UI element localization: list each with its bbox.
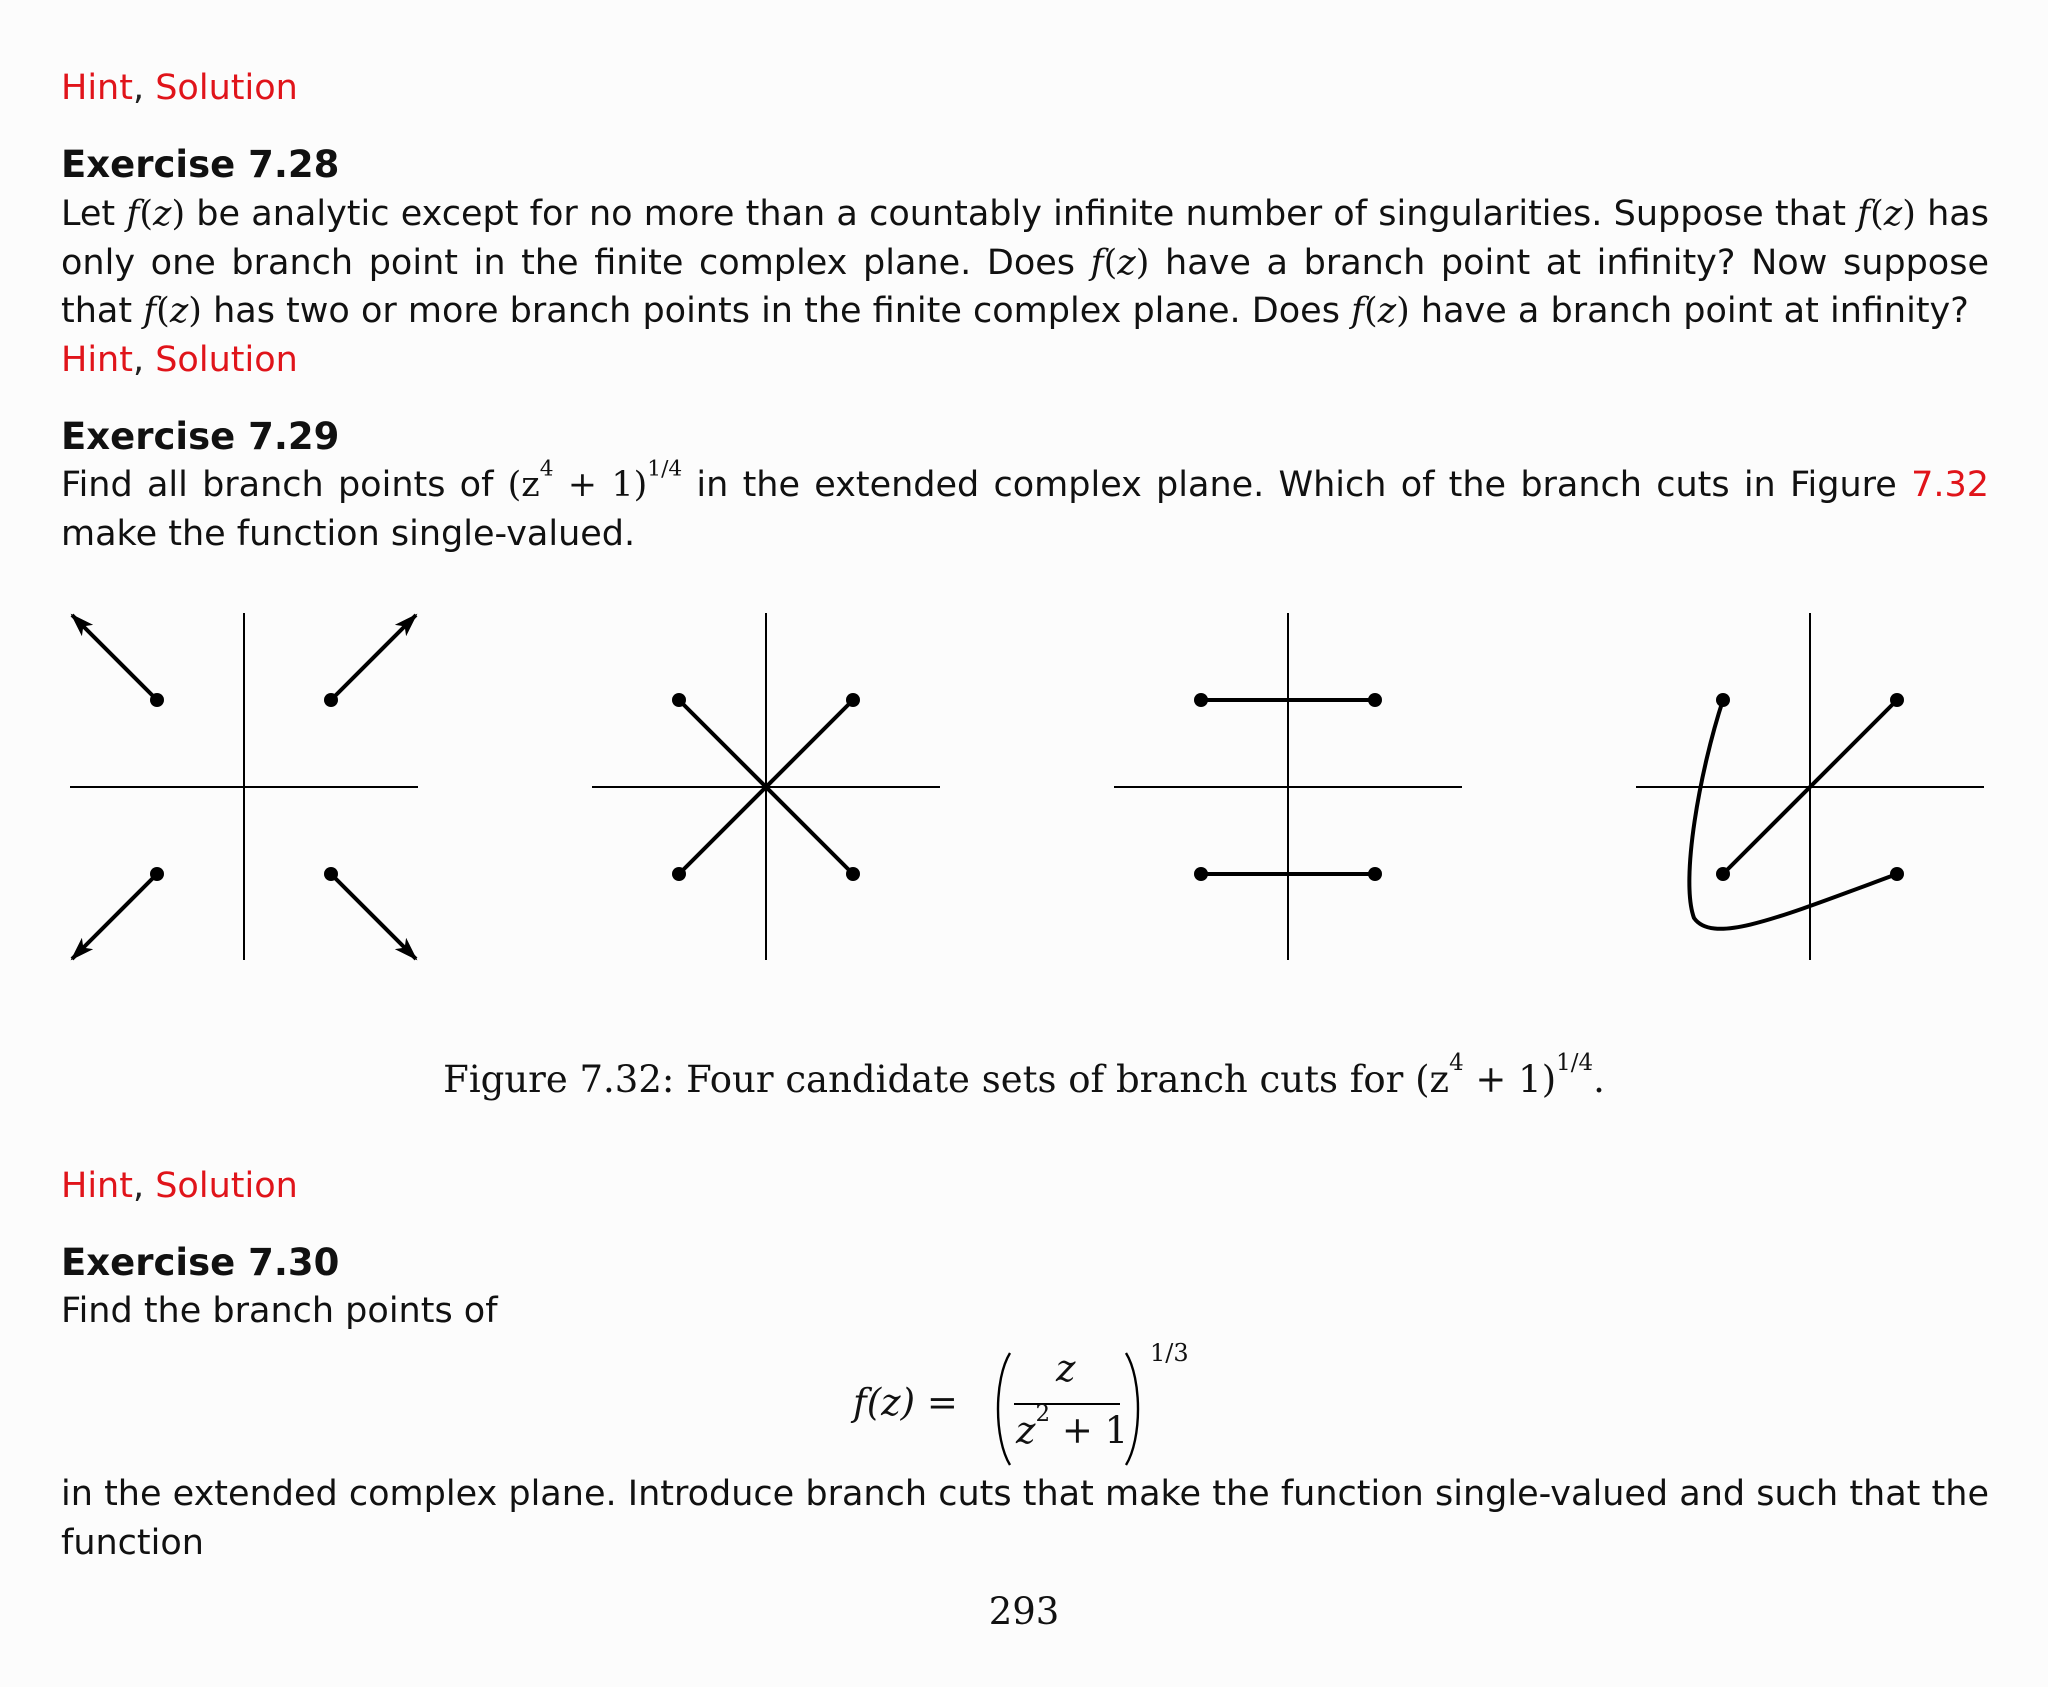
branch-point [846, 693, 860, 707]
equation [850, 1335, 1210, 1475]
right-paren [1120, 1349, 1150, 1469]
branch-cut [72, 615, 157, 700]
equation-lhs: f(z) = [853, 1381, 958, 1424]
exercise-7-28-text: Let f(z) be analytic except for no more than a countably infinite number of singularities. Suppose that f(z) has only one branch point in the finite complex plane. Does f(z) have a branch point at infinity? Now suppose that f(z) has two or more branch points in the finite complex plane. Does f(z) have a branch point at infinity? [61, 194, 1989, 331]
solution-link[interactable]: Solution [155, 340, 298, 380]
hint-link[interactable]: Hint [61, 1166, 133, 1206]
fraction-bar [1014, 1403, 1120, 1405]
branch-point [1194, 693, 1208, 707]
branch-point [150, 867, 164, 881]
exercise-7-29-text: Find all branch points of $(z^4 + 1)^{1/4}$ in the extended complex plane. Which of the branch cuts in Figure 7.32 make the function single-valued. [61, 456, 1989, 554]
link-separator: , [132, 1166, 156, 1206]
branch-point [1716, 693, 1730, 707]
figure-7-32 [0, 600, 2048, 980]
branch-point [1716, 867, 1730, 881]
link-separator: , [132, 340, 156, 380]
panel-horizontal-segments [1106, 600, 1466, 980]
branch-point [672, 867, 686, 881]
equation-numerator: z [1056, 1347, 1076, 1390]
branch-cut [331, 874, 416, 959]
branch-point [672, 693, 686, 707]
exercise-7-29-title: Exercise 7.29 [61, 415, 340, 458]
exercise-7-28-title: Exercise 7.28 [61, 143, 340, 186]
branch-point [1890, 867, 1904, 881]
exercise-7-30-text-2: in the extended complex plane. Introduce branch cuts that make the function single-valued and such that the function [61, 1474, 1989, 1563]
equation-power: 1/3 [1150, 1339, 1189, 1367]
branch-cut-curve [1689, 700, 1897, 929]
branch-point [150, 693, 164, 707]
exercise-7-30-title: Exercise 7.30 [61, 1241, 340, 1284]
link-separator: , [132, 68, 156, 108]
page-number: 293 [988, 1590, 1060, 1633]
hint-link[interactable]: Hint [61, 340, 133, 380]
branch-cut [72, 874, 157, 959]
hint-solution-links-1 [61, 64, 1989, 112]
hint-solution-links-2 [61, 336, 1989, 384]
figure-caption: Figure 7.32: Four candidate sets of branch cuts for $(z^4 + 1)^{1/4}$. [443, 1050, 1605, 1101]
panel-diagonal-cross [584, 600, 944, 980]
branch-point [1194, 867, 1208, 881]
branch-point [1368, 867, 1382, 881]
equation-denominator: $z^2 + 1$ [1016, 1401, 1129, 1452]
branch-point [324, 867, 338, 881]
branch-point [324, 693, 338, 707]
exercise-7-30-text-1: Find the branch points of [61, 1291, 498, 1331]
expression: $(z^4 + 1)^{1/4}$ [507, 456, 683, 505]
figure-reference-link[interactable]: 7.32 [1911, 465, 1989, 505]
branch-point [1890, 693, 1904, 707]
branch-point [1368, 693, 1382, 707]
solution-link[interactable]: Solution [155, 68, 298, 108]
panel-curve-and-diagonal [1628, 600, 1988, 980]
branch-point [846, 867, 860, 881]
solution-link[interactable]: Solution [155, 1166, 298, 1206]
branch-cut [331, 615, 416, 700]
hint-link[interactable]: Hint [61, 68, 133, 108]
left-paren [986, 1349, 1016, 1469]
panel-outward-rays [62, 600, 422, 980]
hint-solution-links-3 [61, 1162, 1989, 1210]
